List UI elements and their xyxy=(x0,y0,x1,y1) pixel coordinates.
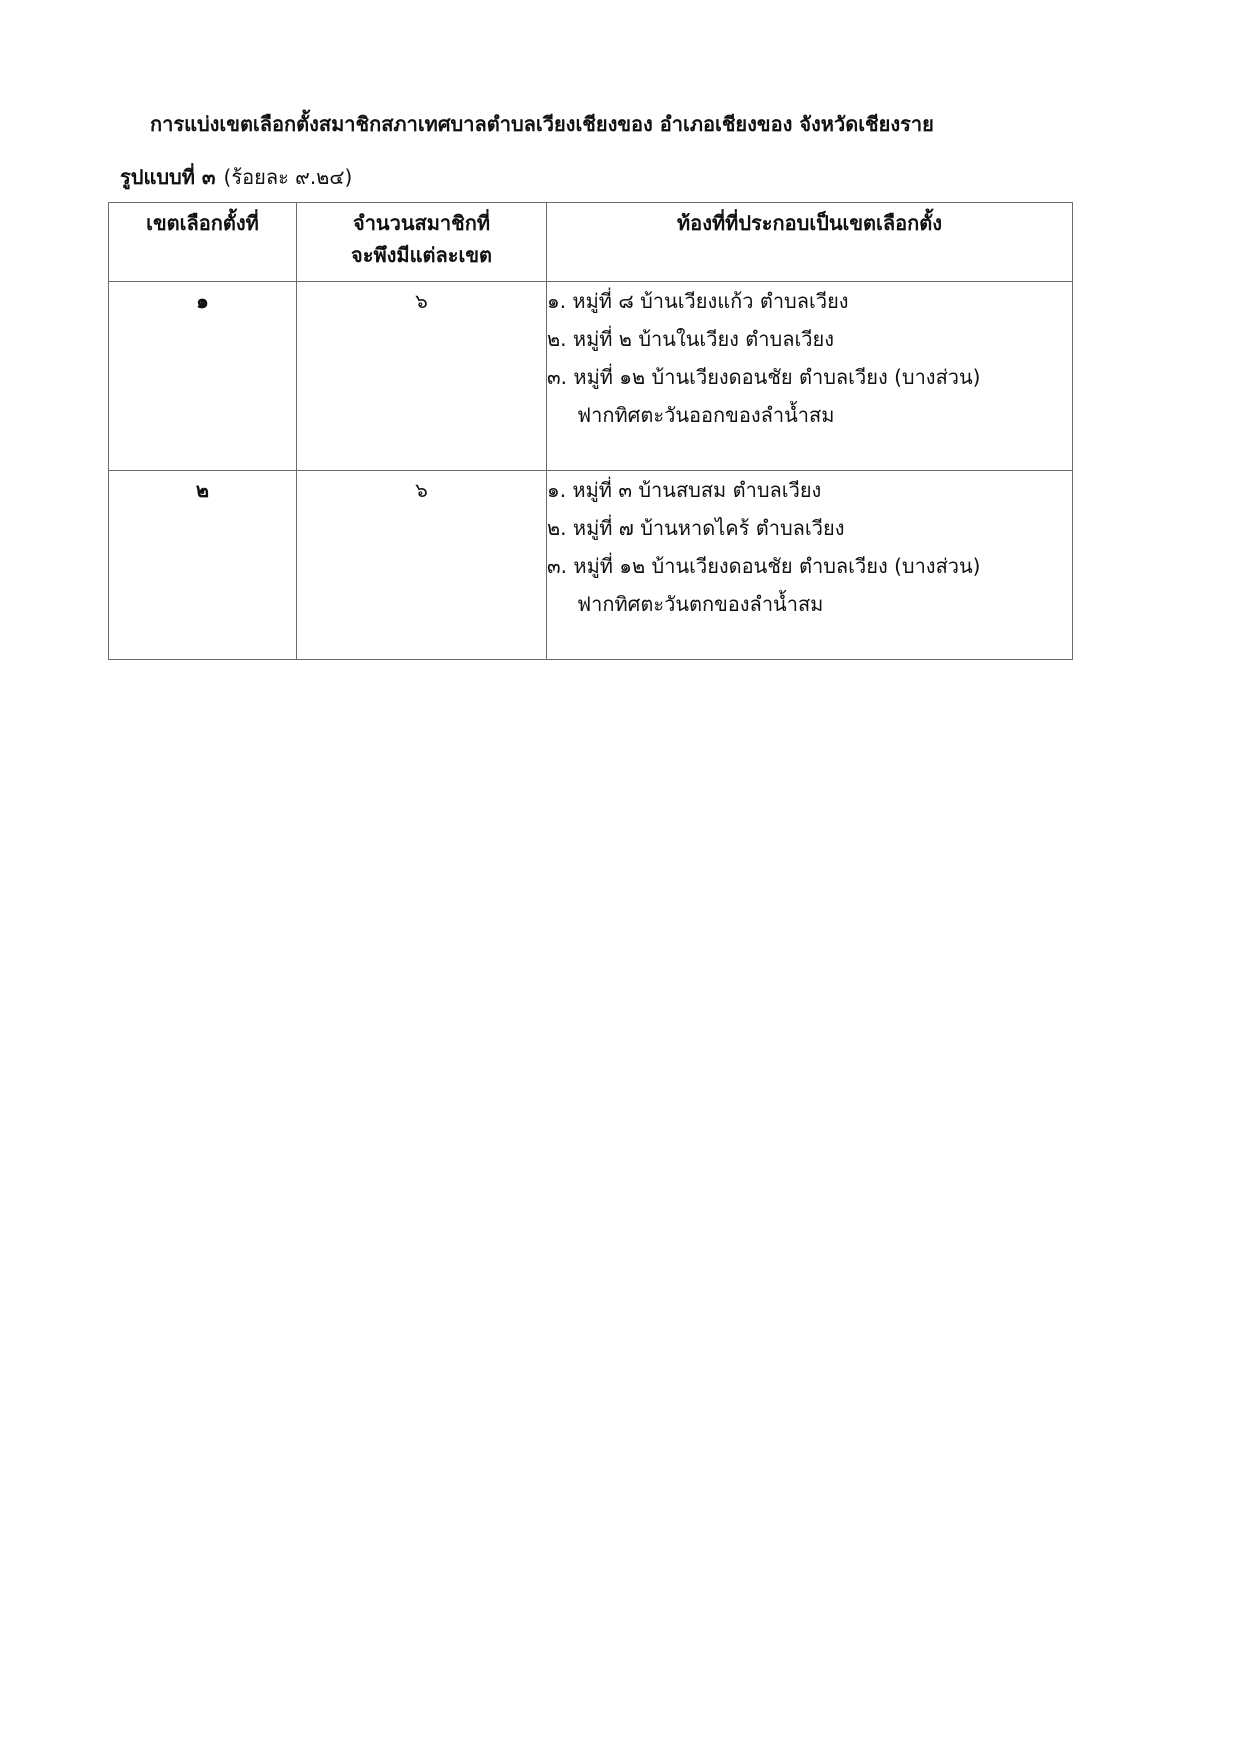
member-count: ๖ xyxy=(297,282,547,471)
district-number: ๒ xyxy=(109,471,297,660)
header-members xyxy=(297,203,547,282)
area-cell xyxy=(547,282,1073,471)
district-table xyxy=(108,202,1073,660)
format-percent: (ร้อยละ ๙.๒๔) xyxy=(223,165,353,189)
area-item: ๑. หมู่ที่ ๓ บ้านสบสม ตำบลเวียง xyxy=(547,478,822,502)
format-subtitle xyxy=(120,161,352,193)
area-item: ๒. หมู่ที่ ๗ บ้านหาดไคร้ ตำบลเวียง xyxy=(547,516,845,540)
table-header-row xyxy=(109,203,1073,282)
table-row xyxy=(109,282,1073,471)
header-district: เขตเลือกตั้งที่ xyxy=(109,203,297,282)
header-area: ท้องที่ที่ประกอบเป็นเขตเลือกตั้ง xyxy=(547,203,1073,282)
area-continuation: ฟากทิศตะวันตกของลำน้ำสม xyxy=(577,592,824,616)
header-members-line1: จำนวนสมาชิกที่ xyxy=(352,211,490,235)
area-item: ๒. หมู่ที่ ๒ บ้านในเวียง ตำบลเวียง xyxy=(547,327,835,351)
area-item: ๑. หมู่ที่ ๘ บ้านเวียงแก้ว ตำบลเวียง xyxy=(547,289,849,313)
header-members-line2: จะพึงมีแต่ละเขต xyxy=(351,243,492,267)
document-title: การแบ่งเขตเลือกตั้งสมาชิกสภาเทศบาลตำบลเวียงเชียงของ อำเภอเชียงของ จังหวัดเชียงราย xyxy=(150,112,934,136)
area-item: ๓. หมู่ที่ ๑๒ บ้านเวียงดอนชัย ตำบลเวียง (บางส่วน) xyxy=(547,554,981,578)
format-label: รูปแบบที่ ๓ xyxy=(120,165,216,189)
member-count: ๖ xyxy=(297,471,547,660)
district-number: ๑ xyxy=(109,282,297,471)
area-item: ๓. หมู่ที่ ๑๒ บ้านเวียงดอนชัย ตำบลเวียง (บางส่วน) xyxy=(547,365,981,389)
area-cell xyxy=(547,471,1073,660)
area-continuation: ฟากทิศตะวันออกของลำน้ำสม xyxy=(577,403,835,427)
table-row xyxy=(109,471,1073,660)
